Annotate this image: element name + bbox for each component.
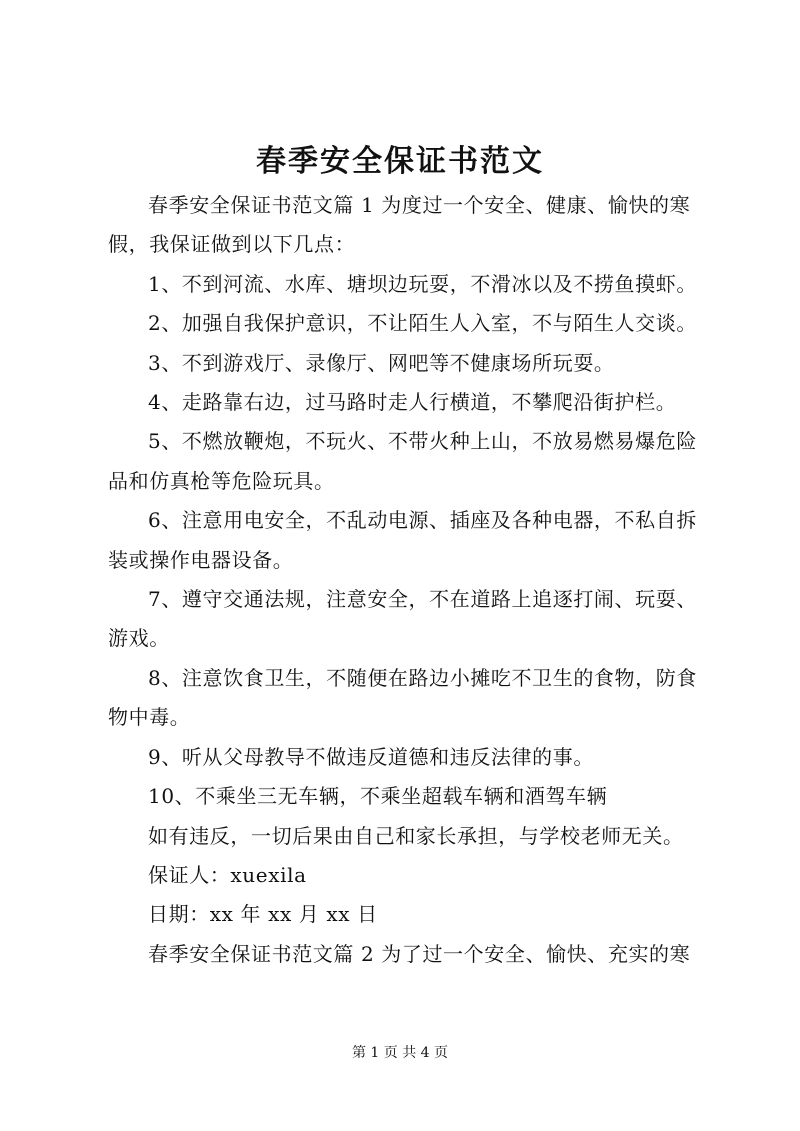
paragraph-date: 日期：xx 年 xx 月 xx 日: [148, 902, 378, 927]
paragraph-item-5: 5、不燃放鞭炮，不玩火、不带火种上山，不放易燃易爆危险品和仿真枪等危险玩具。: [108, 429, 697, 493]
paragraph-consequence: 如有违反，一切后果由自己和家长承担，与学校老师无关。: [148, 823, 684, 848]
document-title: 春季安全保证书范文: [256, 144, 544, 179]
page-footer: 第 1 页 共 4 页: [351, 1045, 449, 1061]
paragraph-second-essay: 春季安全保证书范文篇 2 为了过一个安全、愉快、充实的寒: [148, 941, 691, 966]
paragraph-item-4: 4、走路靠右边，过马路时走人行横道，不攀爬沿街护栏。: [148, 390, 677, 415]
paragraph-item-10: 10、不乘坐三无车辆，不乘坐超载车辆和酒驾车辆: [148, 784, 608, 809]
paragraph-guarantor: 保证人：xuexila: [148, 862, 307, 887]
paragraph-item-8: 8、注意饮食卫生，不随便在路边小摊吃不卫生的食物，防食物中毒。: [108, 665, 697, 730]
paragraph-item-1: 1、不到河流、水库、塘坝边玩耍，不滑冰以及不捞鱼摸虾。: [148, 271, 697, 296]
paragraph-item-3: 3、不到游戏厅、录像厅、网吧等不健康场所玩耍。: [148, 350, 615, 375]
document-body: [108, 186, 708, 974]
paragraph-item-7: 7、遵守交通法规，注意安全，不在道路上追逐打闹、玩耍、游戏。: [108, 587, 697, 651]
paragraph-intro: 春季安全保证书范文篇 1 为度过一个安全、健康、愉快的寒假，我保证做到以下几点：: [108, 193, 691, 257]
paragraph-item-2: 2、加强自我保护意识，不让陌生人入室，不与陌生人交谈。: [148, 311, 697, 336]
paragraph-item-6: 6、注意用电安全，不乱动电源、插座及各种电器，不私自拆装或操作电器设备。: [108, 508, 697, 572]
paragraph-item-9: 9、听从父母教导不做违反道德和违反法律的事。: [148, 744, 594, 769]
